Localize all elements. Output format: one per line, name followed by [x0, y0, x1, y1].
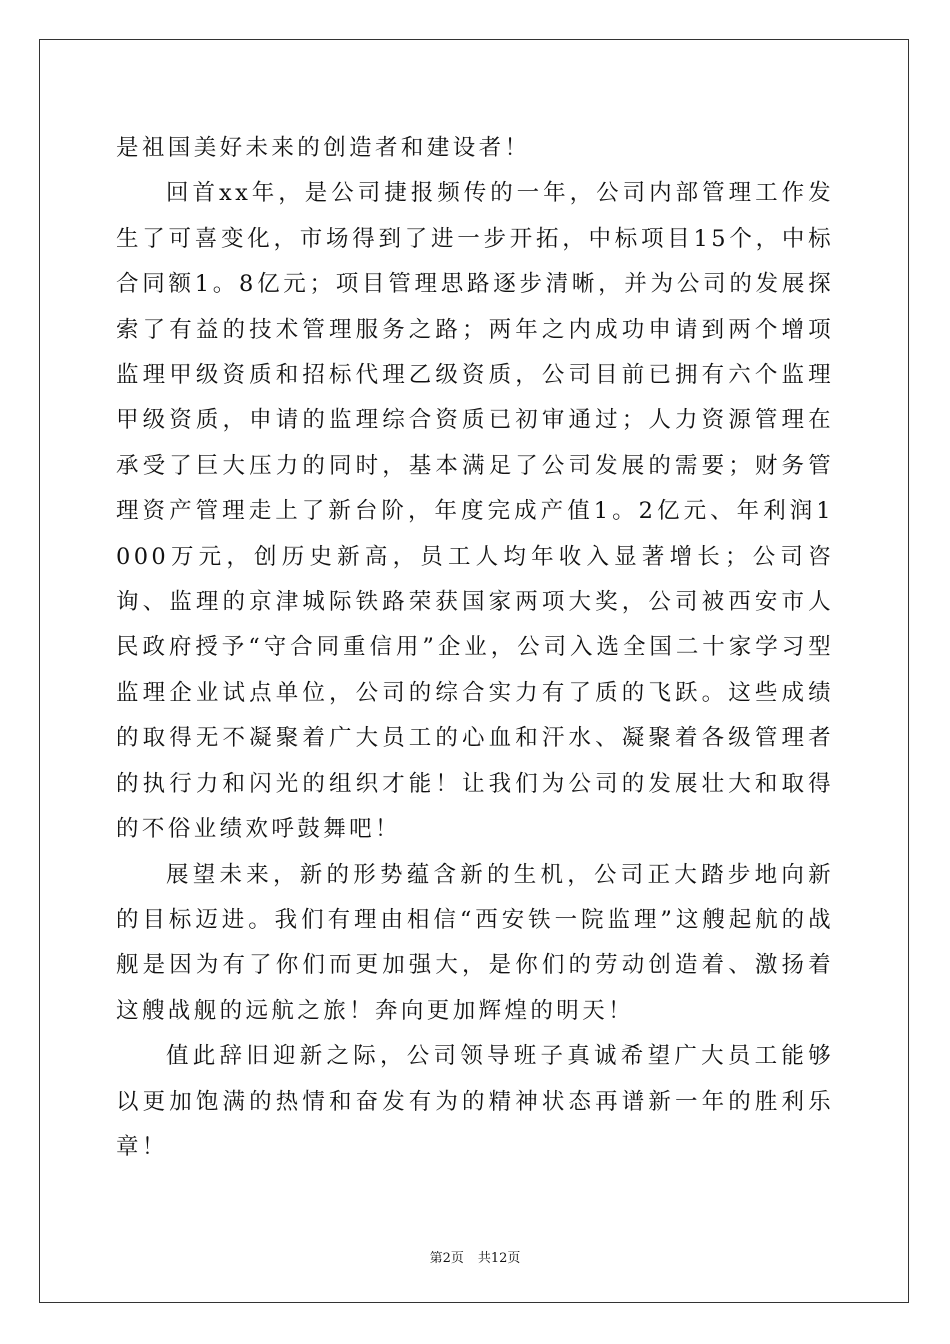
paragraph-continuation: 是祖国美好未来的创造者和建设者！ [116, 135, 531, 161]
paragraph-outlook: 展望未来，新的形势蕴含新的生机，公司正大踏步地向新的目标迈进。我们有理由相信“西安铁一院监理”这艘起航的战舰是因为有了你们而更加强大，是你们的劳动创造着、激扬着这艘战舰的远航之旅！奔向更加辉煌的明天！ [116, 861, 834, 1024]
page-number: 第2页 [429, 1251, 464, 1266]
paragraph-closing: 值此辞旧迎新之际，公司领导班子真诚希望广大员工能够以更加饱满的热情和奋发有为的精神状态再谱新一年的胜利乐章！ [116, 1043, 834, 1160]
paragraph-review: 回首xx年，是公司捷报频传的一年，公司内部管理工作发生了可喜变化，市场得到了进一步开拓，中标项目15个，中标合同额1。8亿元；项目管理思路逐步清晰，并为公司的发展探索了有益的技术管理服务之路；两年之内成功申请到两个增项监理甲级资质和招标代理乙级资质，公司目前已拥有六个监理甲级资质，申请的监理综合资质已初审通过；人力资源管理在承受了巨大压力的同时，基本满足了公司发展的需要；财务管理资产管理走上了新台阶，年度完成产值1。2亿元、年利润1000万元，创历史新高，员工人均年收入显著增长；公司咨询、监理的京津城际铁路荣获国家两项大奖，公司被西安市人民政府授予“守合同重信用”企业，公司入选全国二十家学习型监理企业试点单位，公司的综合实力有了质的飞跃。这些成绩的取得无不凝聚着广大员工的心血和汗水、凝聚着各级管理者的执行力和闪光的组织才能！让我们为公司的发展壮大和取得的不俗业绩欢呼鼓舞吧！ [116, 180, 834, 843]
page-footer [0, 1247, 950, 1266]
document-body [116, 126, 834, 1170]
page-total: 共12页 [477, 1251, 521, 1266]
